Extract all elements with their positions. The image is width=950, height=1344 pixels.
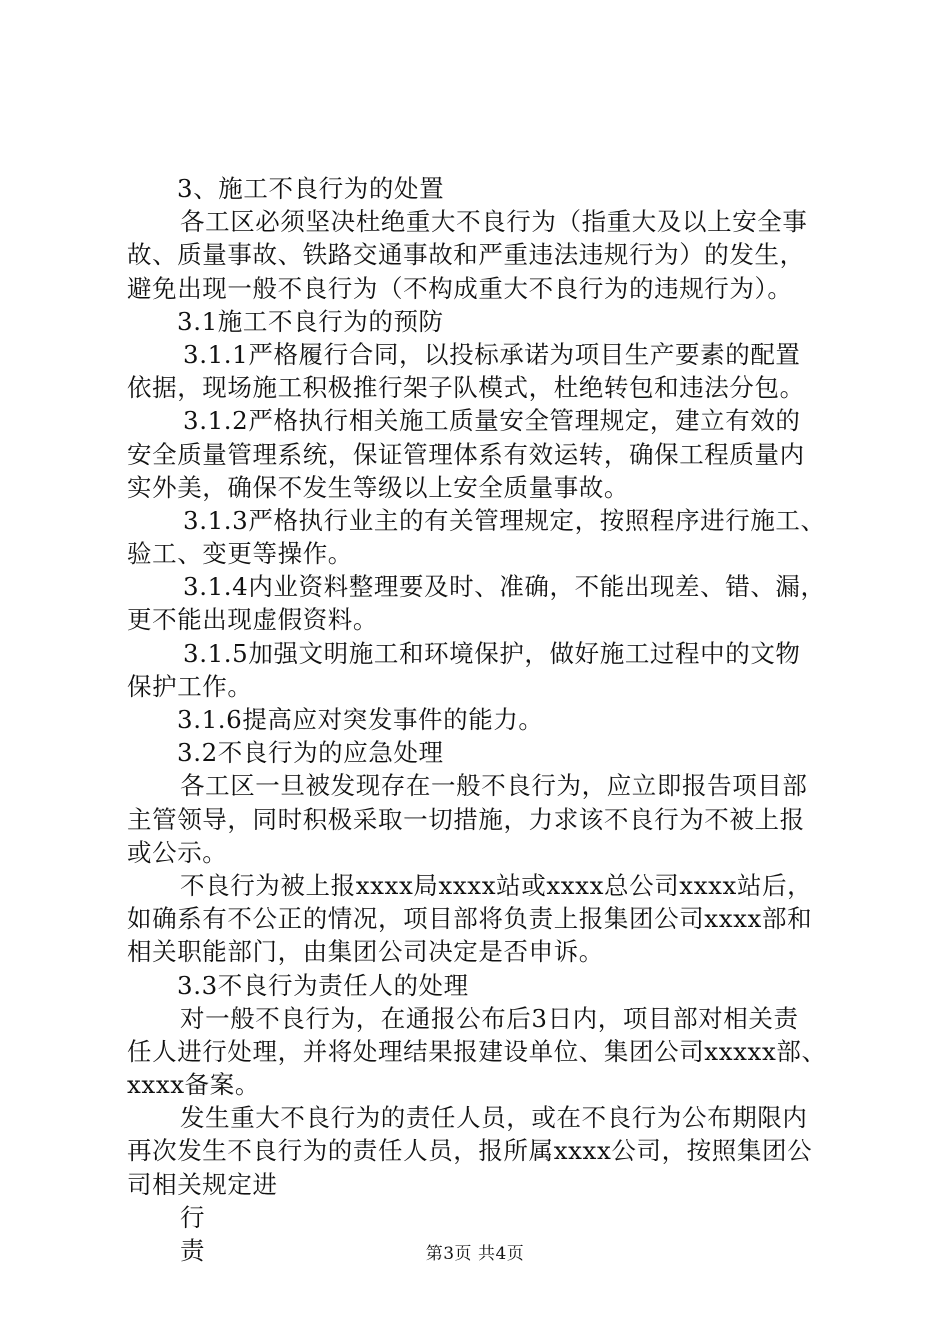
subsection-heading: 3.3不良行为责任人的处理 bbox=[177, 970, 469, 1000]
paragraph-line: 再次发生不良行为的责任人员，报所属xxxx公司，按照集团公 bbox=[127, 1136, 813, 1166]
paragraph-line: xxxx备案。 bbox=[127, 1070, 260, 1100]
paragraph-line: 避免出现一般不良行为（不构成重大不良行为的违规行为）。 bbox=[127, 273, 793, 303]
paragraph-line: 各工区必须坚决杜绝重大不良行为（指重大及以上安全事 bbox=[180, 207, 808, 237]
paragraph-line: 依据，现场施工积极推行架子队模式，杜绝转包和违法分包。 bbox=[127, 373, 805, 403]
paragraph-line: 3.1.4内业资料整理要及时、准确，不能出现差、错、漏， bbox=[183, 572, 826, 602]
paragraph-line: 各工区一旦被发现存在一般不良行为，应立即报告项目部 bbox=[180, 771, 808, 801]
paragraph-line: 3.1.5加强文明施工和环境保护，做好施工过程中的文物 bbox=[183, 638, 801, 668]
paragraph-line: 任人进行处理，并将处理结果报建设单位、集团公司xxxxx部、 bbox=[127, 1036, 827, 1066]
paragraph-line: 验工、变更等操作。 bbox=[127, 539, 353, 569]
paragraph-line: 3.1.1严格履行合同，以投标承诺为项目生产要素的配置 bbox=[183, 339, 801, 369]
paragraph-line: 3.1.6提高应对突发事件的能力。 bbox=[177, 705, 544, 734]
paragraph-line: 司相关规定进 bbox=[127, 1169, 278, 1199]
paragraph-line: 或公示。 bbox=[127, 837, 228, 867]
subsection-heading: 3.2不良行为的应急处理 bbox=[177, 738, 444, 768]
paragraph-line: 相关职能部门，由集团公司决定是否申诉。 bbox=[127, 937, 604, 967]
section-heading: 3、施工不良行为的处置 bbox=[177, 174, 445, 203]
paragraph-line: 责 bbox=[180, 1236, 206, 1265]
paragraph-line: 3.1.2严格执行相关施工质量安全管理规定，建立有效的 bbox=[183, 406, 801, 436]
paragraph-line: 更不能出现虚假资料。 bbox=[127, 605, 378, 635]
paragraph-line: 对一般不良行为，在通报公布后3日内，项目部对相关责 bbox=[180, 1003, 799, 1033]
paragraph-line: 故、质量事故、铁路交通事故和严重违法违规行为）的发生， bbox=[127, 240, 805, 270]
paragraph-line: 保护工作。 bbox=[127, 671, 253, 701]
paragraph-line: 3.1.3严格执行业主的有关管理规定，按照程序进行施工、 bbox=[183, 505, 826, 535]
paragraph-line: 不良行为被上报xxxx局xxxx站或xxxx总公司xxxx站后， bbox=[180, 870, 813, 900]
paragraph-line: 发生重大不良行为的责任人员，或在不良行为公布期限内 bbox=[180, 1103, 808, 1133]
paragraph-line: 主管领导，同时积极采取一切措施，力求该不良行为不被上报 bbox=[127, 804, 805, 834]
paragraph-line: 安全质量管理系统，保证管理体系有效运转，确保工程质量内 bbox=[127, 439, 805, 469]
paragraph-line: 实外美，确保不发生等级以上安全质量事故。 bbox=[127, 472, 629, 502]
document-body bbox=[127, 172, 837, 1267]
paragraph-line: 如确系有不公正的情况，项目部将负责上报集团公司xxxx部和 bbox=[127, 904, 813, 934]
paragraph-line: 行 bbox=[180, 1202, 206, 1232]
page-footer: 第3页 共4页 bbox=[425, 1244, 525, 1264]
subsection-heading: 3.1施工不良行为的预防 bbox=[177, 306, 444, 336]
